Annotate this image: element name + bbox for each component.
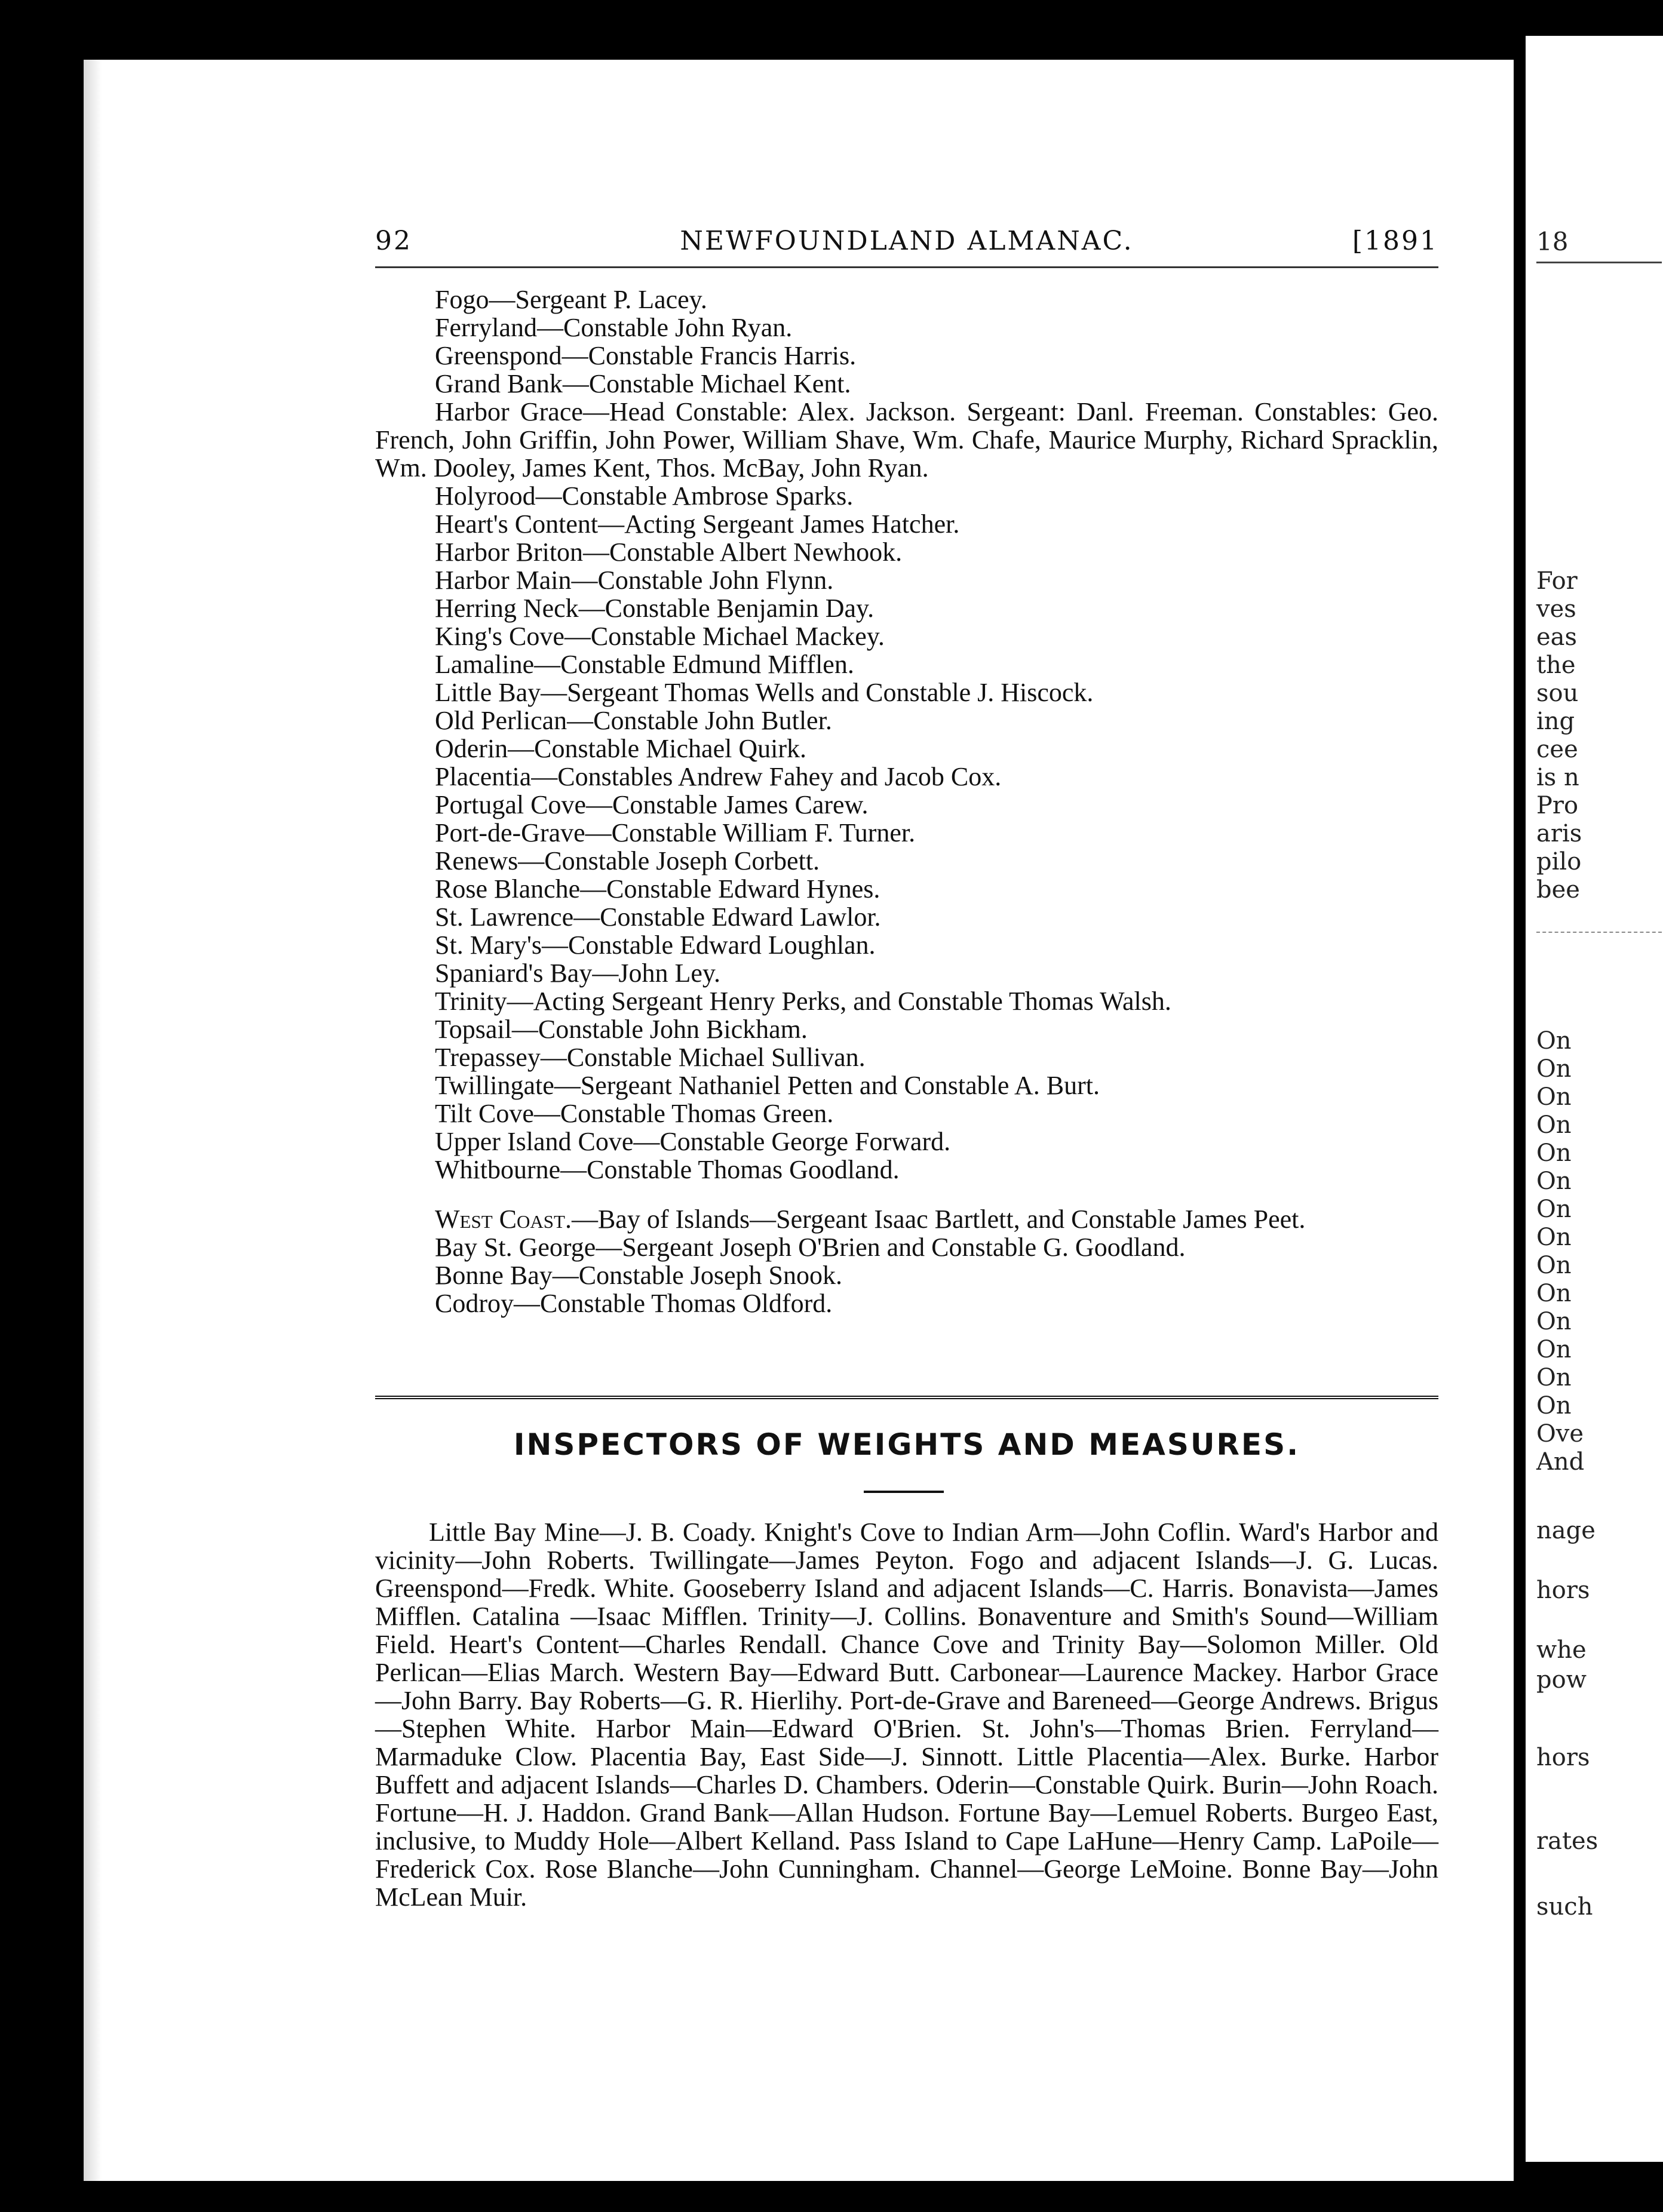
facing-page-line: On	[1536, 1392, 1572, 1420]
facing-page-fragment	[1526, 36, 1663, 2162]
police-entry: Port-de-Grave—Constable William F. Turner.	[435, 818, 916, 847]
police-entry: Twillingate—Sergeant Nathaniel Petten and Constable A. Burt.	[435, 1071, 1100, 1100]
police-entry: Spaniard's Bay—John Ley.	[435, 958, 721, 988]
facing-page-line: For	[1536, 567, 1578, 595]
police-entry: Bonne Bay—Constable Joseph Snook.	[435, 1261, 842, 1290]
police-entry: Ferryland—Constable John Ryan.	[435, 313, 793, 342]
police-entry: Holyrood—Constable Ambrose Sparks.	[435, 481, 854, 511]
header-rule	[375, 266, 1438, 268]
facing-page-line: eas	[1536, 623, 1578, 651]
police-entry: Oderin—Constable Michael Quirk.	[435, 734, 806, 763]
police-entry: Whitbourne—Constable Thomas Goodland.	[435, 1155, 900, 1184]
facing-page-line: On	[1536, 1139, 1572, 1167]
section-divider	[375, 1396, 1438, 1400]
page-title: NEWFOUNDLAND ALMANAC.	[680, 226, 1134, 256]
facing-page-line: bee	[1536, 876, 1580, 904]
west-coast-label: West Coast.	[435, 1205, 572, 1234]
police-entry: Herring Neck—Constable Benjamin Day.	[435, 594, 875, 623]
police-entry: Renews—Constable Joseph Corbett.	[435, 846, 820, 875]
facing-page-line: hors	[1536, 1744, 1590, 1771]
police-entry: Bay St. George—Sergeant Joseph O'Brien and Constable G. Goodland.	[435, 1233, 1186, 1262]
police-entry: Placentia—Constables Andrew Fahey and Jacob Cox.	[435, 762, 1002, 791]
facing-page-line: On	[1536, 1336, 1572, 1363]
police-stations-list	[375, 285, 1438, 1317]
inspectors-paragraph: Little Bay Mine—J. B. Coady. Knight's Cove to Indian Arm—John Coflin. Ward's Harbor and vicinity—John Roberts. Twillingate—James Peyton. Fogo and adjacent Islands—J. G. Lucas. Greenspond—Fredk. White. Gooseberry Island and adjacent Islands—C. Harris. Bonavista—James Mifflen. Catalina —Isaac Mifflen. Trinity—J. Collins. Bonaventure and Smith's Sound—William Field. Heart's Content—Charles Rendall. Chance Cove and Trinity Bay—Solomon Miller. Old Perlican—Elias March. Western Bay—Edward Butt. Carbonear—Laurence Mackey. Harbor Grace—John Barry. Bay Roberts—G. R. Hierlihy. Port-de-Grave and Bareneed—George Andrews. Brigus—Stephen White. Harbor Main—Edward O'Brien. St. John's—Thomas Brien. Ferryland—Marmaduke Clow. Placentia Bay, East Side—J. Sinnott. Little Placentia—Alex. Burke. Harbor Buffett and adjacent Islands—Charles D. Chambers. Oderin—Constable Quirk. Burin—John Roach. Fortune—H. J. Haddon. Grand Bank—Allan Hudson. Fortune Bay—Lemuel Roberts. Burgeo East, inclusive, to Muddy Hole—Albert Kelland. Pass Island to Cape LaHune—Henry Camp. LaPoile—Frederick Cox. Rose Blanche—John Cunningham. Channel—George LeMoine. Bonne Bay—John McLean Muir.	[375, 1517, 1438, 1912]
facing-page-line: Ove	[1536, 1420, 1584, 1448]
facing-page-line: On	[1536, 1168, 1572, 1195]
west-coast-entry	[375, 1205, 1438, 1233]
facing-page-line: Pro	[1536, 792, 1579, 819]
police-entry: St. Lawrence—Constable Edward Lawlor.	[435, 902, 881, 932]
police-entry: Codroy—Constable Thomas Oldford.	[435, 1289, 833, 1318]
police-entry: Upper Island Cove—Constable George Forward.	[435, 1127, 951, 1156]
facing-page-line: pilo	[1536, 848, 1582, 875]
facing-page-line: cee	[1536, 736, 1578, 763]
facing-page-line: On	[1536, 1252, 1572, 1279]
police-entry: Little Bay—Sergeant Thomas Wells and Constable J. Hiscock.	[435, 678, 1094, 707]
facing-page-line: On	[1536, 1364, 1572, 1391]
facing-page-line: hors	[1536, 1577, 1590, 1604]
facing-page-rule	[1536, 932, 1662, 933]
page-number: 92	[375, 226, 412, 256]
facing-page-line: On	[1536, 1083, 1572, 1111]
page-year: [1891	[1352, 226, 1438, 256]
police-entry: Grand Bank—Constable Michael Kent.	[435, 369, 851, 398]
police-entry: Harbor Briton—Constable Albert Newhook.	[435, 537, 903, 567]
police-entry: Harbor Main—Constable John Flynn.	[435, 566, 834, 595]
inspectors-heading: INSPECTORS OF WEIGHTS AND MEASURES.	[513, 1427, 1300, 1462]
facing-page-line: sou	[1536, 680, 1579, 707]
book-gutter	[1514, 54, 1526, 2156]
police-entry: Fogo—Sergeant P. Lacey.	[435, 285, 707, 314]
facing-page-line: On	[1536, 1027, 1572, 1055]
facing-page-line: nage	[1536, 1517, 1596, 1544]
police-entry: Tilt Cove—Constable Thomas Green.	[435, 1099, 834, 1128]
facing-page-line: On	[1536, 1308, 1572, 1335]
police-entry: St. Mary's—Constable Edward Loughlan.	[435, 930, 876, 960]
police-entry: King's Cove—Constable Michael Mackey.	[435, 622, 885, 651]
police-entry: Lamaline—Constable Edmund Mifflen.	[435, 650, 854, 679]
facing-page-line: rates	[1536, 1827, 1598, 1855]
facing-page-line: On	[1536, 1224, 1572, 1251]
facing-page-line: On	[1536, 1111, 1572, 1139]
heading-rule	[864, 1491, 944, 1493]
police-entry: Greenspond—Constable Francis Harris.	[435, 341, 857, 370]
west-coast-text: —Bay of Islands—Sergeant Isaac Bartlett, and Constable James Peet.	[571, 1205, 1306, 1234]
police-entry: Portugal Cove—Constable James Carew.	[435, 790, 869, 819]
facing-page-line: And	[1536, 1448, 1585, 1476]
police-entry: Heart's Content—Acting Sergeant James Hatcher.	[435, 509, 960, 539]
police-entry: Harbor Grace—Head Constable: Alex. Jackson. Sergeant: Danl. Freeman. Constables: Geo. French, John Griffin, John Power, William Shave, Wm. Chafe, Maurice Murphy, Richard Spracklin, Wm. Dooley, James Kent, Thos. McBay, John Ryan.	[375, 397, 1438, 483]
facing-page-line: such	[1536, 1893, 1593, 1921]
police-entry: Topsail—Constable John Bickham.	[435, 1015, 808, 1044]
facing-page-line: On	[1536, 1280, 1572, 1307]
facing-page-header: 18	[1536, 227, 1569, 256]
facing-page-line: aris	[1536, 820, 1582, 847]
facing-page-line: whe	[1536, 1636, 1587, 1664]
facing-page-line: ing	[1536, 708, 1575, 735]
police-entry: Old Perlican—Constable John Butler.	[435, 706, 832, 735]
police-entry: Trepassey—Constable Michael Sullivan.	[435, 1043, 866, 1072]
facing-page-line: On	[1536, 1055, 1572, 1083]
page-edge-shadow	[84, 60, 102, 2181]
running-head	[375, 226, 1438, 262]
police-entry: Rose Blanche—Constable Edward Hynes.	[435, 874, 880, 904]
facing-page-line: is n	[1536, 764, 1579, 791]
facing-page-line: On	[1536, 1196, 1572, 1223]
police-entry: Trinity—Acting Sergeant Henry Perks, and Constable Thomas Walsh.	[435, 987, 1171, 1016]
facing-page-line: pow	[1536, 1666, 1587, 1694]
facing-page-line: ves	[1536, 595, 1576, 623]
facing-page-header-rule	[1536, 262, 1662, 263]
facing-page-line: the	[1536, 652, 1576, 679]
